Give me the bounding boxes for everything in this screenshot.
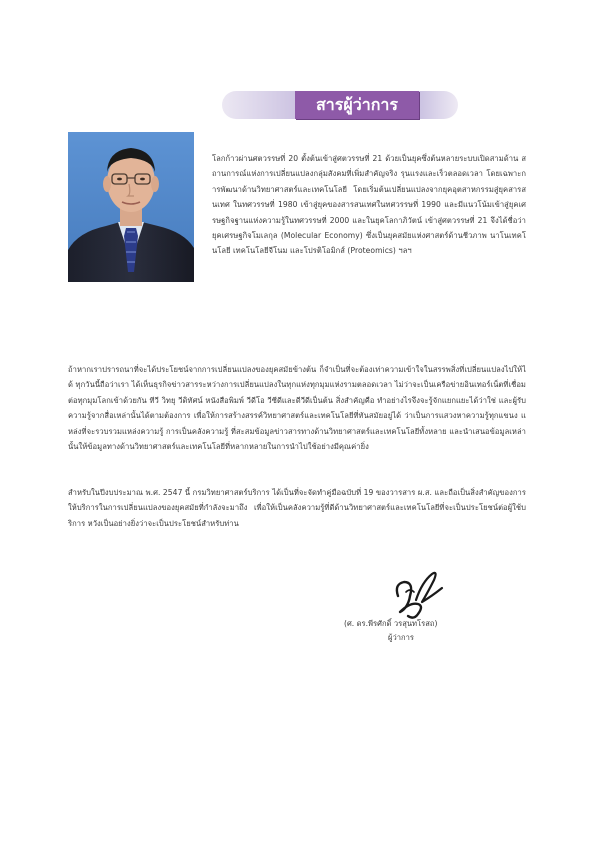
message-paragraph-3: สำหรับในปีงบประมาณ พ.ศ. 2547 นี้ กรมวิทยาศาสตร์บริการ ได้เป็นที่จะจัดทำคู่มือฉบับที่ 19 ของวารสาร ผ.ส. และถือเป็นสิ่งสำคัญของการให้บริการในการเปลี่ยนแปลงของยุคสมัยที่กำลังจะมาถึง เพื่อให้เป็นคลังความรู้ที่ดีด้านวิทยาศาสตร์และเทคโนโลยีที่จะเป็นประโยชน์ต่อผู้ใช้บริการ หวังเป็นอย่างยิ่งว่าจะเป็นประโยชน์สำหรับท่าน [68,488,526,528]
signer-name: (ศ. ดร.พีรศักดิ์ วรสุนทโรสถ) [344,619,438,628]
portrait-illustration [68,132,194,282]
message-paragraph-2: ถ้าหากเราปรารถนาที่จะได้ประโยชน์จากการเปลี่ยนแปลงของยุคสมัยข้างต้น ก็จำเป็นที่จะต้องเท่าความเข้าใจในสรรพสิ่งที่เปลี่ยนแปลงไปให้ได้ ทุกวันนี้ถือว่าเรา ได้เห็นธุรกิจข่าวสารระหว่างการเปลี่ยนแปลงในทุกแห่งทุกมุมแห่งรามตลอดเวลา ไม่ว่าจะเป็นเครือข่ายอินเทอร์เน็ตที่เชื่อมต่อทุกมุมโลกเข้าด้วยกัน ทีวี วิทยุ วีดิทัศน์ หนังสือพิมพ์ วีดีโอ วีซีดีและดีวีดีเป็นต้น สิ่งสำคัญคือ ทำอย่างไรจึงจะรู้จักแยกแยะได้ว่าใช่ และผู้รับความรู้จากสื่อเหล่านั้นได้ตามต้องการ เพื่อให้การสร้างสรรค์วิทยาศาสตร์และเทคโนโลยีที่ทันสมัยอยู่ได้ ว่าเป็นการแสวงหาความรู้ทุกแขนง แหล่งที่จะรวบรวมแหล่งความรู้ การเป็นคลังความรู้ ที่สะสมข้อมูลข่าวสารทางด้านวิทยาศาสตร์และเทคโนโลยีทั้งหลาย และนำเสนอข้อมูลเหล่านั้นให้ข้อมูลทางด้านวิทยาศาสตร์และเทคโนโลยีที่หลากหลายในการนำไปใช้อย่างมีคุณค่ายิ่ง [68,365,526,452]
governor-portrait [68,132,194,282]
message-paragraph-1: โลกก้าวผ่านศตวรรษที่ 20 ตั้งต้นเข้าสู่ศตวรรษที่ 21 ด้วยเป็นยุคซึ่งต้นหลายระบบเปิดสามด้าน สถานการณ์แห่งการเปลี่ยนแปลงกลุ่มสังคมที่เพิ่มสำคัญจริง รุนแรงและเร็วตลอดเวลา โดยเฉพาะการพัฒนาด้านวิทยาศาสตร์และเทคโนโลยี โดยเริ่มต้นเปลี่ยนแปลงจากยุคอุตสาหกรรมสู่ยุคสารสนเทศ ในทศวรรษที่ 1980 เข้าสู่ยุคของสารสนเทศในทศวรรษที่ 1990 และมีแนวโน้มเข้าสู่ยุคเศรษฐกิจฐานแห่งความรู้ในทศวรรษที่ 2000 และในยุคโลกาภิวัตน์ เข้าสู่ศตวรรษที่ 21 จึงได้ชื่อว่ายุคเศรษฐกิจโมเลกุล (Molecular Economy) ซึ่งเป็นยุคสมัยแห่งศาสตร์ด้านชีวภาพ นาโนเทคโนโลยี เทคโนโลยีจีโนม และโปรติโอมิกส์ (Proteomics) ฯลฯ [212,154,526,256]
page-title: สารผู้ว่าการ [295,91,419,119]
signer-title: ผู้ว่าการ [388,633,414,642]
handwritten-signature [388,562,450,624]
